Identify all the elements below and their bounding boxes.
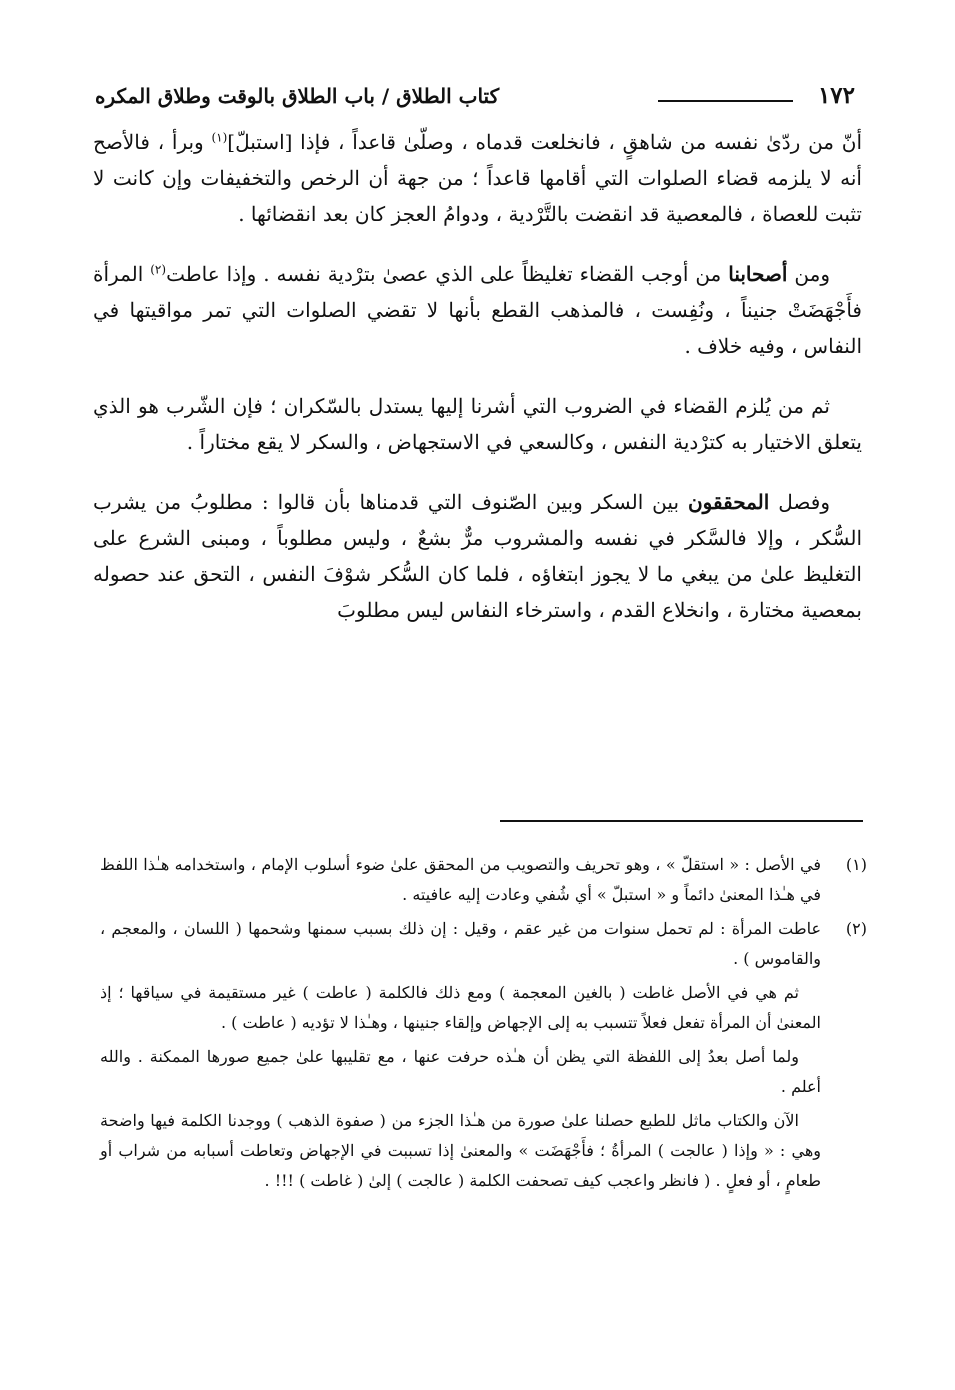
paragraph-3: ثم من يُلزم القضاء في الضروب التي أشرنا إليها يستدل بالسّكران ؛ فإن الشّرب هو الذي يتعلق الاختيار به كترْدية النفس ، وكالسعي في الاستجهاض ، والسكر لا يقع مختاراً . [93, 394, 862, 454]
footnote-separator [500, 820, 863, 822]
footnote-ref-1: (١) [211, 130, 228, 145]
footnote-text: الآن والكتاب ماثل للطبع حصلنا علىٰ صورة من هـٰذا الجزء من ( صفوة الذهب ) ووجدنا الكلمة فيها واضحة وهي : « وإذا ( عالجت ) المرأةُ ؛ فأَجْهَضَت » والمعنىٰ إذا تسببت في الإجهاض وتعاطت أسبابه من شراب أو طعامٍ ، أو فعلٍ . ( فانظر واعجب كيف تصحفت الكلمة ( عالجت ) إلىٰ ( غاطت ) !!! . [100, 1111, 821, 1190]
footnote-number: (٢) [845, 919, 867, 938]
paragraph-2-text-c: المرأة فأَجْهَضَتْ جنيناً ، ونُفِست ، فالمذهب القطع بأنها لا تقضي الصلوات التي تمر مواقيتها في النفاس ، وفيه خلاف . [93, 262, 862, 358]
paragraph-4-bold: المحققون [687, 490, 770, 514]
paragraph-4 [93, 484, 862, 628]
paragraph-1-text-b: وبرأ ، فالأصح أنه لا يلزمه قضاء الصلوات التي أقامها قاعداً ؛ من جهة أن الرخص والتخفيفات وإن كانت لا تثبت للعصاة ، فالمعصية قد انقضت بالتَّرْدية ، ودوامُ العجز كان بعد انقضائها . [93, 130, 862, 226]
paragraph-4-text-b: بين السكر وبين الصّنوف التي قدمناها بأن قالوا : مطلوبُ من يشرب السُّكر ، وإلا فالسَّكر في نفسه والمشروب مرٌّ بشعٌ ، وليس مطلوباً ، ومبنى الشرع على التغليظ علىٰ من يبغي ما لا يجوز ابتغاؤه ، فلما كان السُّكر شوْفَ النفس ، التحق عند حصوله بمعصية مختارة ، وانخلاع القدم ، واسترخاء النفاس ليس مطلوبَ [93, 490, 862, 622]
footnotes [100, 850, 867, 1200]
running-header [95, 78, 855, 118]
paragraph-2-text-a: ومن [787, 262, 831, 286]
footnote-number: (١) [845, 855, 867, 874]
footnote-ref-2: (٢) [150, 262, 167, 277]
footnote-1 [100, 850, 867, 910]
paragraph-2-text-b: من أوجب القضاء تغليظاً على الذي عصىٰ بترْدية نفسه . وإذا عاطت [166, 262, 729, 286]
footnote-text: ثم هي في الأصل غاطت ( بالغين المعجمة ) ومع ذلك فالكلمة ( عاطت ) غير مستقيمة في سياقها ؛ إذ المعنىٰ أن المرأة تفعل فعلاً تتسبب به إلى الإجهاض وإلقاء جنينها ، وهـٰذا لا تؤديه ( عاطت ) . [100, 983, 821, 1032]
paragraph-1 [93, 124, 862, 232]
main-text [93, 124, 862, 652]
footnote-text: في الأصل : « استقلّ » ، وهو تحريف والتصويب من المحقق علىٰ ضوء أسلوب الإمام ، واستخدامه هـٰذا اللفظ في هـٰذا المعنىٰ دائماً و « استبلّ » أي شُفي وعادت إليه عافيته . [100, 855, 821, 904]
footnote-text: ولما أصل بعدُ إلى اللفظة التي يظن أن هـٰذه حرفت عنها ، مع تقليبها علىٰ جميع صورها الممكنة . والله أعلم . [100, 1047, 821, 1096]
footnote-text: عاطت المرأة : لم تحمل سنوات من غير عقم ، وقيل : إن ذلك بسبب سمنها وشحمها ( اللسان ، والمعجم ، والقاموس ) . [100, 919, 822, 968]
paragraph-1-text-a: أنّ من ردّىٰ نفسه من شاهقٍ ، فانخلعت قدماه ، وصلّىٰ قاعداً ، فإذا [استبلّ] [227, 130, 862, 154]
paragraph-2-bold: أصحابنا [728, 262, 788, 286]
page-number: ١٧٢ [817, 82, 855, 109]
header-rule [658, 100, 793, 102]
header-title: كتاب الطلاق / باب الطلاق بالوقت وطلاق المكره [95, 84, 500, 108]
paragraph-2 [93, 256, 862, 364]
footnote-2 [100, 914, 867, 1196]
paragraph-4-text-a: وفصل [769, 490, 830, 514]
